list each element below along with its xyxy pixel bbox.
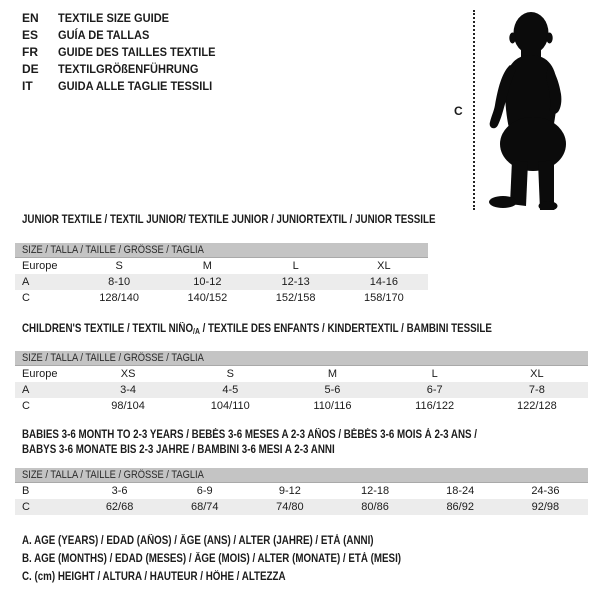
row-label: B <box>22 485 30 497</box>
language-code: DE <box>22 61 39 76</box>
height-dotted-line <box>473 10 475 210</box>
height-cell: 140/152 <box>187 292 228 304</box>
months-cell: 24-36 <box>531 485 560 497</box>
months-cell: 12-18 <box>360 485 390 497</box>
language-row-es <box>22 26 229 43</box>
junior-textile-section <box>15 213 436 306</box>
row-label: A <box>15 274 75 290</box>
subscript: /A <box>193 327 200 336</box>
language-code: EN <box>22 10 39 25</box>
height-cell: 68/74 <box>162 499 247 515</box>
row-label: Europe <box>22 260 58 272</box>
childrens-table-title: CHILDREN'S TEXTILE / TEXTIL NIÑO/A / TEXTILE DES ENFANTS / KINDERTEXTIL / BAMBINI TESSILE <box>22 323 492 336</box>
height-cell: 122/128 <box>516 400 557 412</box>
height-cell: 92/98 <box>503 499 588 515</box>
language-title: TEXTILE SIZE GUIDE <box>58 10 170 25</box>
months-cell: 9-12 <box>278 485 301 497</box>
months-cell: 18-24 <box>446 485 475 497</box>
footnote-b: B. AGE (MONTHS) / EDAD (MESES) / ÂGE (MOIS) / ALTER (MONATE) / ETÀ (MESI) <box>22 553 402 565</box>
language-title-list <box>22 9 229 94</box>
language-row-en <box>22 9 229 26</box>
table-row-europe <box>15 366 588 382</box>
size-cell: L <box>431 368 438 380</box>
age-cell: 6-7 <box>384 382 486 398</box>
junior-size-table <box>15 258 428 306</box>
height-cell: 62/68 <box>77 499 162 515</box>
childrens-textile-section <box>15 322 588 414</box>
footnote-list <box>22 532 468 586</box>
age-cell: 4-5 <box>179 382 281 398</box>
size-cell: XL <box>377 260 391 272</box>
language-code: IT <box>22 78 33 93</box>
height-cell: 158/170 <box>363 292 404 304</box>
language-row-de <box>22 60 229 77</box>
age-cell: 14-16 <box>340 274 428 290</box>
size-cell: XS <box>120 368 136 380</box>
language-title: TEXTILGRÖßENFÜHRUNG <box>58 61 199 76</box>
table-row-height <box>15 499 588 515</box>
height-cell: 74/80 <box>247 499 332 515</box>
size-cell: S <box>226 368 234 380</box>
spacer <box>15 458 588 468</box>
height-cell: 104/110 <box>210 400 250 412</box>
row-label: C <box>15 499 77 515</box>
language-row-fr <box>22 43 229 60</box>
size-cell: XL <box>530 368 544 380</box>
height-cell: 98/104 <box>111 400 145 412</box>
age-cell: 8-10 <box>75 274 163 290</box>
babies-textile-section <box>15 428 588 515</box>
height-cell: 116/122 <box>415 400 455 412</box>
babies-size-table <box>15 483 588 515</box>
row-label: C <box>22 292 30 304</box>
height-cell: 80/86 <box>332 499 417 515</box>
baby-silhouette-icon <box>486 10 579 210</box>
height-cell: 86/92 <box>418 499 503 515</box>
row-label: Europe <box>22 368 58 380</box>
table-row-europe <box>15 258 428 274</box>
age-cell: 3-4 <box>77 382 179 398</box>
months-cell: 6-9 <box>196 485 213 497</box>
language-code: ES <box>22 27 39 42</box>
age-cell: 12-13 <box>252 274 340 290</box>
language-title: GUIDE DES TAILLES TEXTILE <box>58 44 216 59</box>
table-row-age <box>15 382 588 398</box>
row-label: A <box>15 382 77 398</box>
height-c-label: C <box>454 104 463 118</box>
childrens-size-table <box>15 366 588 414</box>
table-row-height <box>15 398 588 414</box>
spacer <box>15 339 588 351</box>
size-cell: M <box>327 368 338 380</box>
age-cell: 7-8 <box>486 382 588 398</box>
height-cell: 110/116 <box>313 400 352 412</box>
months-cell: 3-6 <box>111 485 128 497</box>
spacer <box>15 228 428 243</box>
age-cell: 10-12 <box>163 274 251 290</box>
language-row-it <box>22 77 229 94</box>
babies-table-title-line2: BABYS 3-6 MONATE BIS 2-3 JAHRE / BAMBINI 3-6 MESI A 2-3 ANNI <box>22 444 335 456</box>
babies-table-title-line1: BABIES 3-6 MONTH TO 2-3 YEARS / BEBÉS 3-6 MESES A 2-3 AÑOS / BÉBÉS 3-6 MOIS À 2-3 ANS / <box>22 429 478 441</box>
height-cell: 128/140 <box>99 292 139 304</box>
table-row-age <box>15 274 428 290</box>
language-title: GUIDA ALLE TAGLIE TESSILI <box>58 78 213 93</box>
size-cell: M <box>202 260 212 272</box>
table-row-months <box>15 483 588 499</box>
language-title: GUÍA DE TALLAS <box>58 27 150 42</box>
footnote-c: C. (cm) HEIGHT / ALTURA / HAUTEUR / HÖHE / ALTEZZA <box>22 571 286 583</box>
row-label: C <box>22 400 30 412</box>
size-cell: S <box>115 260 123 272</box>
size-header-bar: SIZE / TALLA / TAILLE / GRÖSSE / TAGLIA <box>15 351 588 366</box>
table-row-height <box>15 290 428 306</box>
footnote-a: A. AGE (YEARS) / EDAD (AÑOS) / ÂGE (ANS) / ALTER (JAHRE) / ETÀ (ANNI) <box>22 535 374 547</box>
age-cell: 5-6 <box>281 382 383 398</box>
language-code: FR <box>22 44 38 59</box>
height-cell: 152/158 <box>275 292 316 304</box>
size-header-bar: SIZE / TALLA / TAILLE / GRÖSSE / TAGLIA <box>15 243 428 258</box>
junior-table-title: JUNIOR TEXTILE / TEXTIL JUNIOR/ TEXTILE JUNIOR / JUNIORTEXTIL / JUNIOR TESSILE <box>22 214 436 226</box>
height-figure <box>440 0 600 215</box>
size-header-bar: SIZE / TALLA / TAILLE / GRÖSSE / TAGLIA <box>15 468 588 483</box>
size-cell: L <box>292 260 299 272</box>
